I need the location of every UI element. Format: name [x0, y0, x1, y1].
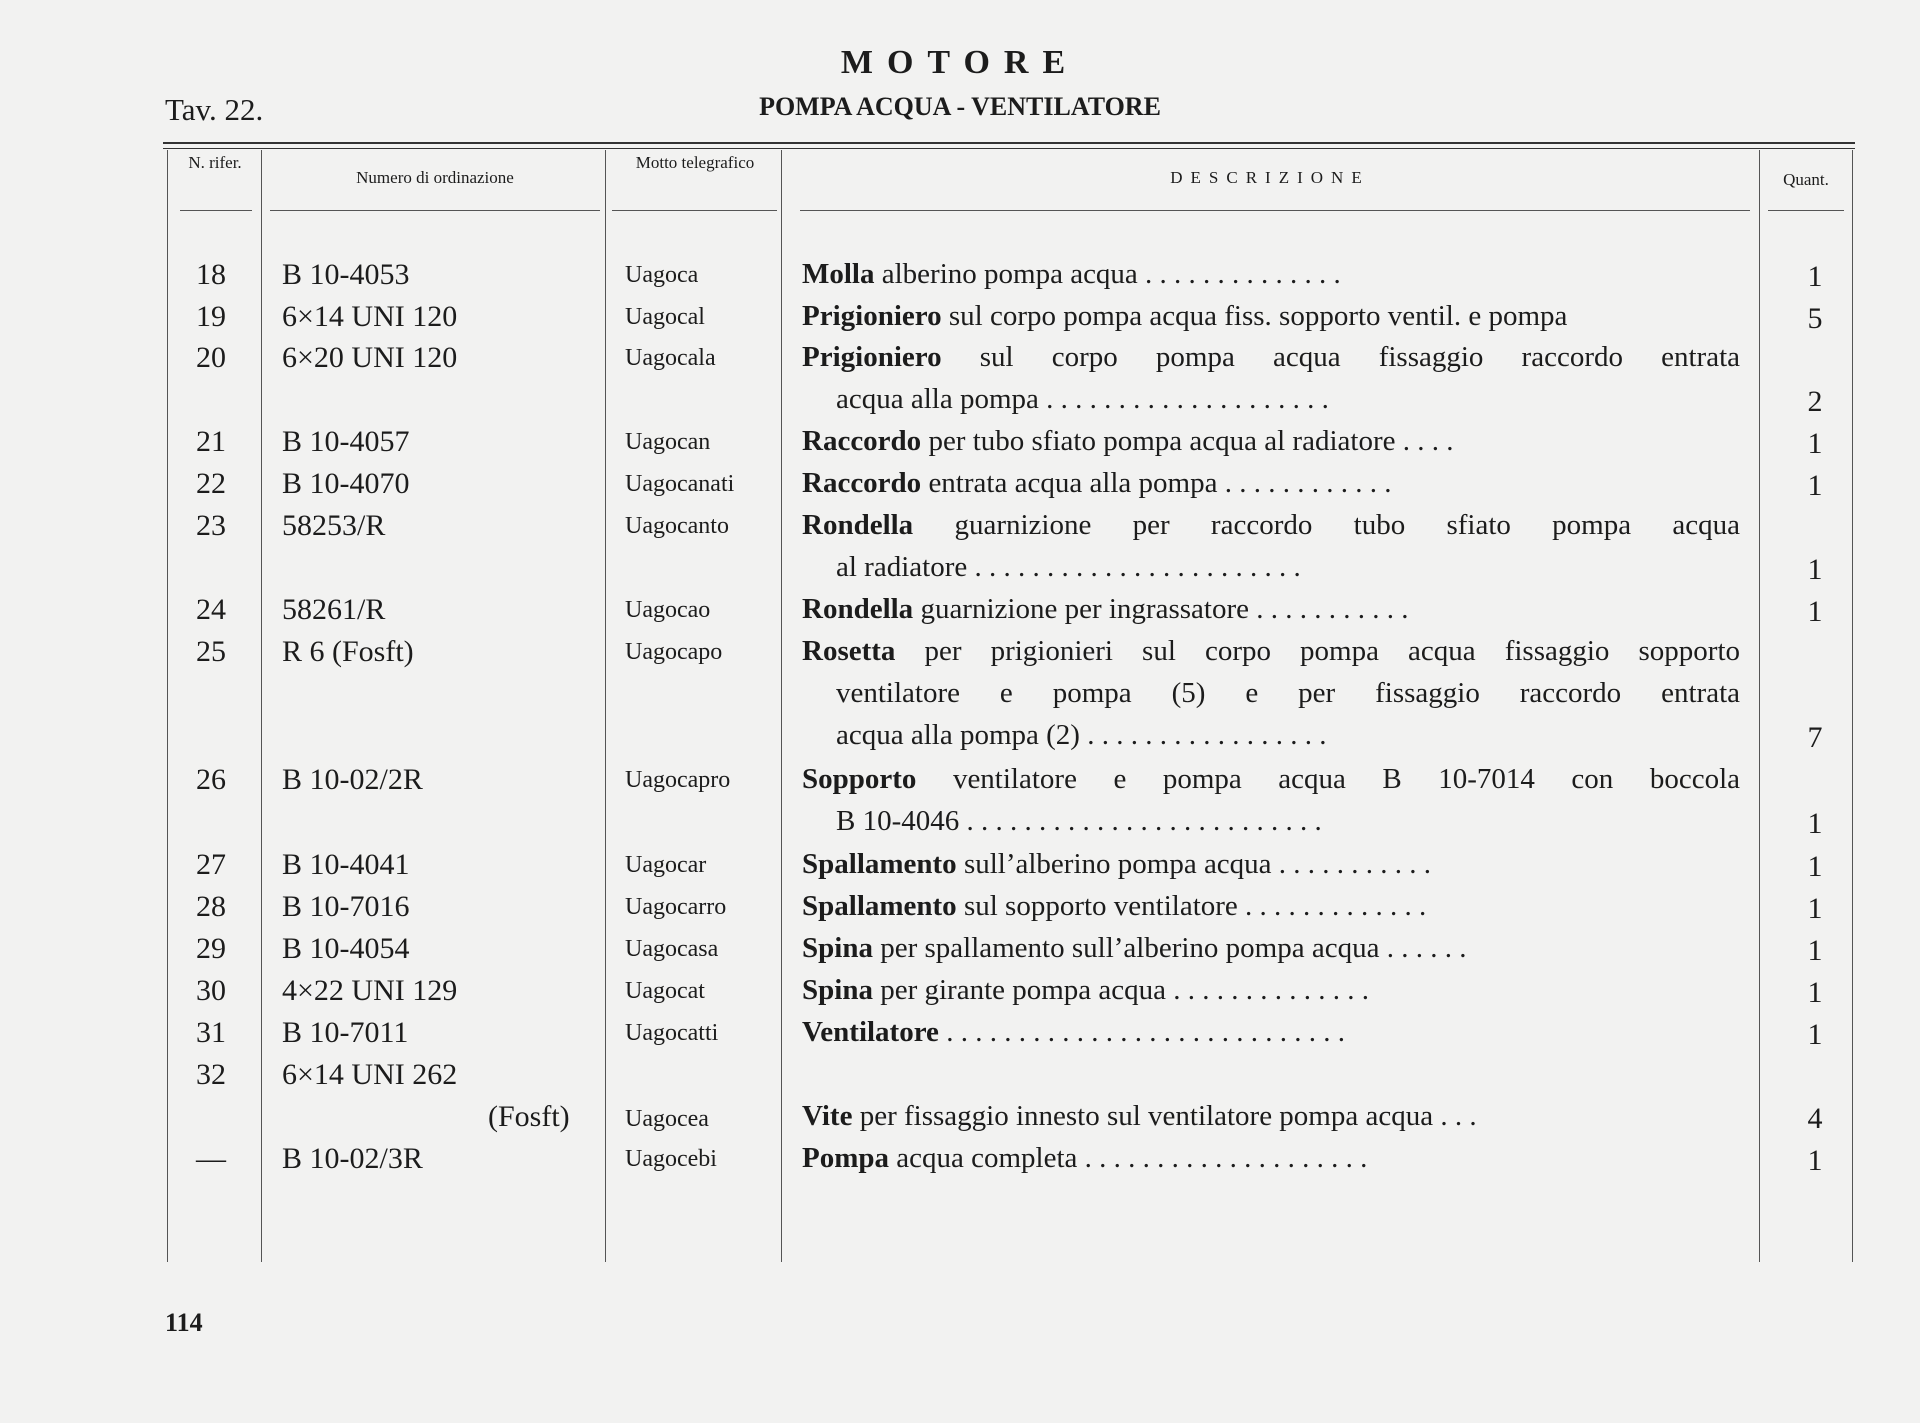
telegraphic-motto: Uagocat — [625, 978, 705, 1004]
description-text: acqua alla pompa (2) . . . . . . . . . . . . . . . . . — [836, 719, 1327, 751]
order-number-suffix: (Fosft) — [488, 1100, 570, 1133]
description-text: B 10-4046 . . . . . . . . . . . . . . . . . . . . . . . . . — [836, 805, 1322, 837]
description-line — [802, 763, 1740, 796]
quantity: 1 — [1807, 595, 1823, 628]
description-keyword: Sopporto — [802, 763, 917, 795]
ref-number: 20 — [196, 341, 226, 374]
description-text: . . . . . . . . . . . . . . . . . . . . . . . . . . . . — [946, 1016, 1345, 1048]
description-text: guarnizione per ingrassatore . . . . . . . . . . . — [920, 593, 1409, 625]
header-underline — [800, 210, 1750, 211]
column-divider — [605, 150, 606, 1262]
quantity: 1 — [1807, 807, 1823, 840]
description-line — [836, 805, 1740, 838]
telegraphic-motto: Uagocan — [625, 429, 711, 455]
telegraphic-motto: Uagocarro — [625, 894, 727, 920]
ref-number: — — [196, 1142, 226, 1175]
ref-number: 30 — [196, 974, 226, 1007]
ref-number: 22 — [196, 467, 226, 500]
description-line — [836, 551, 1740, 584]
description-line — [802, 848, 1740, 881]
telegraphic-motto: Uagocatti — [625, 1020, 719, 1046]
telegraphic-motto: Uagocapo — [625, 639, 723, 665]
description-line — [802, 300, 1740, 333]
description-line — [802, 1016, 1740, 1049]
column-divider — [1852, 150, 1853, 1262]
description-line — [802, 1100, 1740, 1133]
header-underline — [1768, 210, 1844, 211]
description-text: per girante pompa acqua . . . . . . . . . . . . . . — [880, 974, 1370, 1006]
description-text: per prigionieri sul corpo pompa acqua fissaggio sopporto — [924, 635, 1740, 667]
description-line — [836, 677, 1740, 710]
ref-number: 26 — [196, 763, 226, 796]
quantity: 1 — [1807, 427, 1823, 460]
header-underline — [180, 210, 252, 211]
order-number: B 10-4070 — [282, 467, 410, 500]
description-keyword: Spina — [802, 932, 873, 964]
column-header-description: DESCRIZIONE — [1170, 168, 1370, 187]
description-text: sul sopporto ventilatore . . . . . . . . . . . . . — [963, 890, 1427, 922]
ref-number: 21 — [196, 425, 226, 458]
top-rule — [163, 142, 1855, 144]
description-text: ventilatore e pompa (5) e per fissaggio raccordo entrata — [836, 677, 1740, 709]
telegraphic-motto: Uagocanto — [625, 513, 729, 539]
description-line — [802, 509, 1740, 542]
description-text: per spallamento sull’alberino pompa acqua . . . . . . — [880, 932, 1467, 964]
order-number: 6×14 UNI 120 — [282, 300, 458, 333]
ref-number: 28 — [196, 890, 226, 923]
description-text: entrata acqua alla pompa . . . . . . . . . . . . — [928, 467, 1392, 499]
order-number: B 10-02/3R — [282, 1142, 423, 1175]
quantity: 2 — [1807, 385, 1823, 418]
description-line — [802, 974, 1740, 1007]
description-keyword: Molla — [802, 258, 875, 290]
description-keyword: Spallamento — [802, 848, 957, 880]
description-line — [802, 932, 1740, 965]
quantity: 1 — [1807, 934, 1823, 967]
quantity: 4 — [1807, 1102, 1823, 1135]
quantity: 1 — [1807, 1018, 1823, 1051]
ref-number: 24 — [196, 593, 226, 626]
description-text: per fissaggio innesto sul ventilatore pompa acqua . . . — [859, 1100, 1477, 1132]
description-keyword: Ventilatore — [802, 1016, 939, 1048]
ref-number: 18 — [196, 258, 226, 291]
description-line — [802, 425, 1740, 458]
order-number: 58261/R — [282, 593, 386, 626]
order-number: B 10-02/2R — [282, 763, 423, 796]
description-text: ventilatore e pompa acqua B 10-7014 con boccola — [952, 763, 1740, 795]
table-reference: Tav. 22. — [165, 92, 264, 127]
header-underline — [270, 210, 600, 211]
description-text: sul corpo pompa acqua fiss. sopporto ventil. e pompa — [948, 300, 1568, 332]
telegraphic-motto: Uagocasa — [625, 936, 719, 962]
quantity: 1 — [1807, 850, 1823, 883]
description-keyword: Prigioniero — [802, 300, 942, 332]
description-keyword: Raccordo — [802, 425, 922, 457]
description-text: sull’alberino pompa acqua . . . . . . . . . . . — [963, 848, 1432, 880]
order-number: B 10-4057 — [282, 425, 410, 458]
description-text: per tubo sfiato pompa acqua al radiatore . . . . — [928, 425, 1454, 457]
column-header-order-number: Numero di ordinazione — [356, 168, 514, 187]
description-text: al radiatore . . . . . . . . . . . . . . . . . . . . . . . — [836, 551, 1301, 583]
telegraphic-motto: Uagocar — [625, 852, 707, 878]
column-header-ref: N. rifer. — [188, 153, 242, 172]
order-number: B 10-4053 — [282, 258, 410, 291]
quantity: 1 — [1807, 976, 1823, 1009]
page-title: MOTORE — [840, 44, 1080, 81]
order-number: 4×22 UNI 129 — [282, 974, 458, 1007]
description-keyword: Raccordo — [802, 467, 922, 499]
column-divider — [167, 150, 168, 1262]
order-number: 58253/R — [282, 509, 386, 542]
column-header-qty: Quant. — [1783, 170, 1829, 189]
description-line — [802, 467, 1740, 500]
ref-number: 31 — [196, 1016, 226, 1049]
description-text: guarnizione per raccordo tubo sfiato pompa acqua — [954, 509, 1741, 541]
top-rule-thin — [163, 148, 1855, 149]
quantity: 7 — [1807, 721, 1823, 754]
order-number: R 6 (Fosft) — [282, 635, 414, 668]
column-divider — [261, 150, 262, 1262]
telegraphic-motto: Uagocal — [625, 304, 705, 330]
description-text: alberino pompa acqua . . . . . . . . . . . . . . — [881, 258, 1341, 290]
description-keyword: Spina — [802, 974, 873, 1006]
quantity: 1 — [1807, 469, 1823, 502]
description-keyword: Rosetta — [802, 635, 896, 667]
order-number: B 10-4054 — [282, 932, 410, 965]
description-line — [836, 383, 1740, 416]
ref-number: 19 — [196, 300, 226, 333]
order-number: 6×14 UNI 262 — [282, 1058, 458, 1091]
telegraphic-motto: Uagoca — [625, 262, 699, 288]
description-line — [802, 635, 1740, 668]
page-number: 114 — [165, 1308, 203, 1337]
quantity: 1 — [1807, 553, 1823, 586]
ref-number: 25 — [196, 635, 226, 668]
description-keyword: Pompa — [802, 1142, 889, 1174]
description-text: sul corpo pompa acqua fissaggio raccordo entrata — [979, 341, 1740, 373]
description-text: acqua alla pompa . . . . . . . . . . . . . . . . . . . . — [836, 383, 1329, 415]
page-subtitle: POMPA ACQUA - VENTILATORE — [759, 92, 1161, 121]
description-keyword: Vite — [802, 1100, 853, 1132]
ref-number: 29 — [196, 932, 226, 965]
telegraphic-motto: Uagocanati — [625, 471, 735, 497]
telegraphic-motto: Uagocao — [625, 597, 711, 623]
order-number: B 10-7016 — [282, 890, 410, 923]
quantity: 1 — [1807, 1144, 1823, 1177]
quantity: 1 — [1807, 892, 1823, 925]
column-divider — [781, 150, 782, 1262]
description-line — [802, 341, 1740, 374]
order-number: B 10-7011 — [282, 1016, 409, 1049]
description-line — [802, 593, 1740, 626]
column-header-motto: Motto telegrafico — [635, 153, 755, 172]
description-line — [836, 719, 1740, 752]
description-keyword: Rondella — [802, 593, 914, 625]
ref-number: 23 — [196, 509, 226, 542]
order-number: 6×20 UNI 120 — [282, 341, 458, 374]
description-line — [802, 1142, 1740, 1175]
description-keyword: Spallamento — [802, 890, 957, 922]
quantity: 1 — [1807, 260, 1823, 293]
telegraphic-motto: Uagocebi — [625, 1146, 717, 1172]
description-line — [802, 890, 1740, 923]
description-line — [802, 258, 1740, 291]
description-keyword: Rondella — [802, 509, 914, 541]
telegraphic-motto: Uagocala — [625, 345, 716, 371]
quantity: 5 — [1807, 302, 1823, 335]
header-underline — [612, 210, 777, 211]
description-keyword: Prigioniero — [802, 341, 942, 373]
telegraphic-motto: Uagocapro — [625, 767, 731, 793]
column-divider — [1759, 150, 1760, 1262]
order-number: B 10-4041 — [282, 848, 410, 881]
ref-number: 32 — [196, 1058, 226, 1091]
telegraphic-motto: Uagocea — [625, 1106, 709, 1132]
description-text: acqua completa . . . . . . . . . . . . . . . . . . . . — [896, 1142, 1368, 1174]
ref-number: 27 — [196, 848, 226, 881]
